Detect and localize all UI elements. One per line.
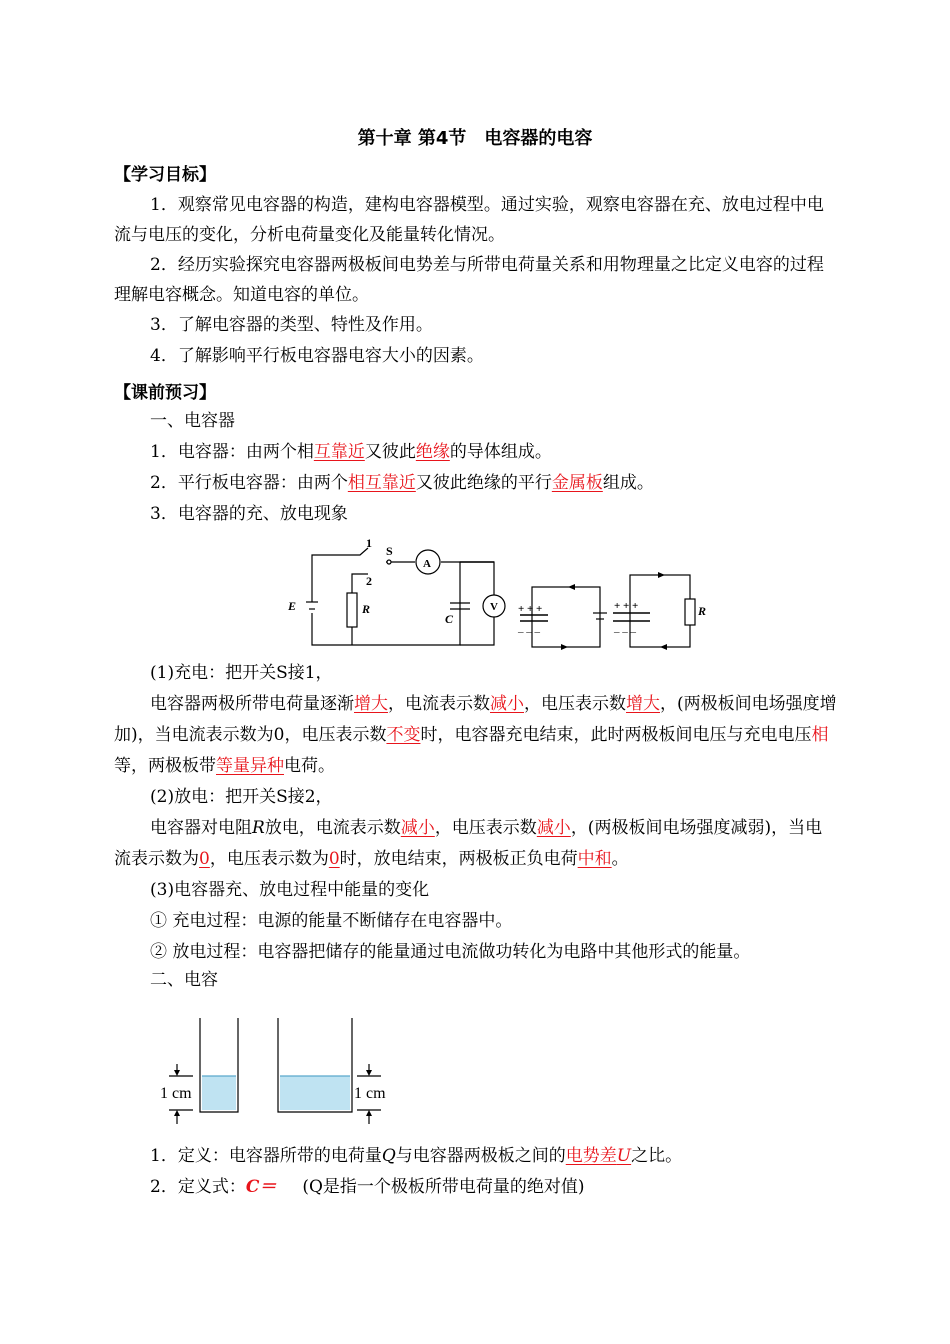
capacitor-label: C [445,612,454,626]
discharging-paragraph: 电容器对电阻R放电，电流表示数减小，电压表示数减小，(两极板间电场强度减弱)，当电流表示数为0，电压表示数为0时，放电结束，两极板正负电荷中和。 [114,818,823,869]
contact-1-label: 1 [366,536,372,550]
answer-blank: 相互靠近 [347,473,416,493]
circuit-figure [280,535,720,655]
goal-item-1: 1．观察常见电容器的构造，建构电容器模型。通过实验，观察电容器在充、放电过程中电流与电压的变化，分析电荷量变化及能量转化情况。 [114,195,824,245]
goal-item-2: 2．经历实验探究电容器两极板间电势差与所带电荷量关系和用物理量之比定义电容的过程理解电容概念。知道电容的单位。 [114,255,824,305]
plus-signs-right: + + + [614,600,639,612]
capacitance-definition: 1．定义：电容器所带的电荷量Q与电容器两极板之间的电势差U之比。 [150,1146,683,1166]
formula-red: C＝ [245,1177,277,1197]
discharging-title: (2)放电：把开关S接2， [150,787,333,807]
answer-blank: 金属板 [551,473,603,493]
right-depth-label: 1 cm [354,1085,386,1102]
goal-item-3: 3．了解电容器的类型、特性及作用。 [150,315,433,335]
ammeter-label: A [423,558,431,570]
subheading-capacitor: 一、电容器 [150,411,235,431]
answer-blank: 绝缘 [415,442,450,462]
battery-label: E [288,599,297,613]
contact-2-label: 2 [366,574,372,588]
resistor-right-label: R [698,604,707,618]
voltmeter-label: V [490,601,498,613]
goal-item-4: 4．了解影响平行板电容器电容大小的因素。 [150,346,484,366]
preview-heading: 【课前预习】 [114,383,216,403]
switch-label: S [386,544,393,558]
charging-paragraph: 电容器两极所带电荷量逐渐增大，电流表示数减小，电压表示数增大，(两极板间电场强度增加)，当电流表示数为0，电压表示数不变时，电容器充电结束，此时两极板间电压与充电电压相等，两极板带等量异种电荷。 [114,694,837,776]
beakers-figure [155,1012,400,1127]
plus-signs: + + + [518,603,543,615]
resistor-label: R [362,602,371,616]
minus-signs: – – – [518,626,540,638]
minus-signs-right: – – – [614,626,636,638]
page-title: 第十章 第4节 电容器的电容 [357,128,593,149]
energy-discharging: ② 放电过程：电容器把储存的能量通过电流做功转化为电路中其他形式的能量。 [150,942,751,962]
energy-title: (3)电容器充、放电过程中能量的变化 [150,880,430,900]
capacitor-definition: 1．电容器：由两个相互靠近又彼此绝缘的导体组成。 [150,442,552,462]
charge-discharge-heading: 3．电容器的充、放电现象 [150,504,348,524]
answer-blank: 互靠近 [313,442,365,462]
learning-goals-heading: 【学习目标】 [114,165,216,185]
left-depth-label: 1 cm [160,1085,192,1102]
charging-title: (1)充电：把开关S接1， [150,663,333,683]
subheading-capacitance: 二、电容 [150,970,218,990]
parallel-plate-definition: 2．平行板电容器：由两个相互靠近又彼此绝缘的平行金属板组成。 [150,473,654,493]
capacitance-formula: 2．定义式：C＝ (Q是指一个极板所带电荷量的绝对值) [150,1177,585,1197]
energy-charging: ① 充电过程：电源的能量不断储存在电容器中。 [150,911,513,931]
